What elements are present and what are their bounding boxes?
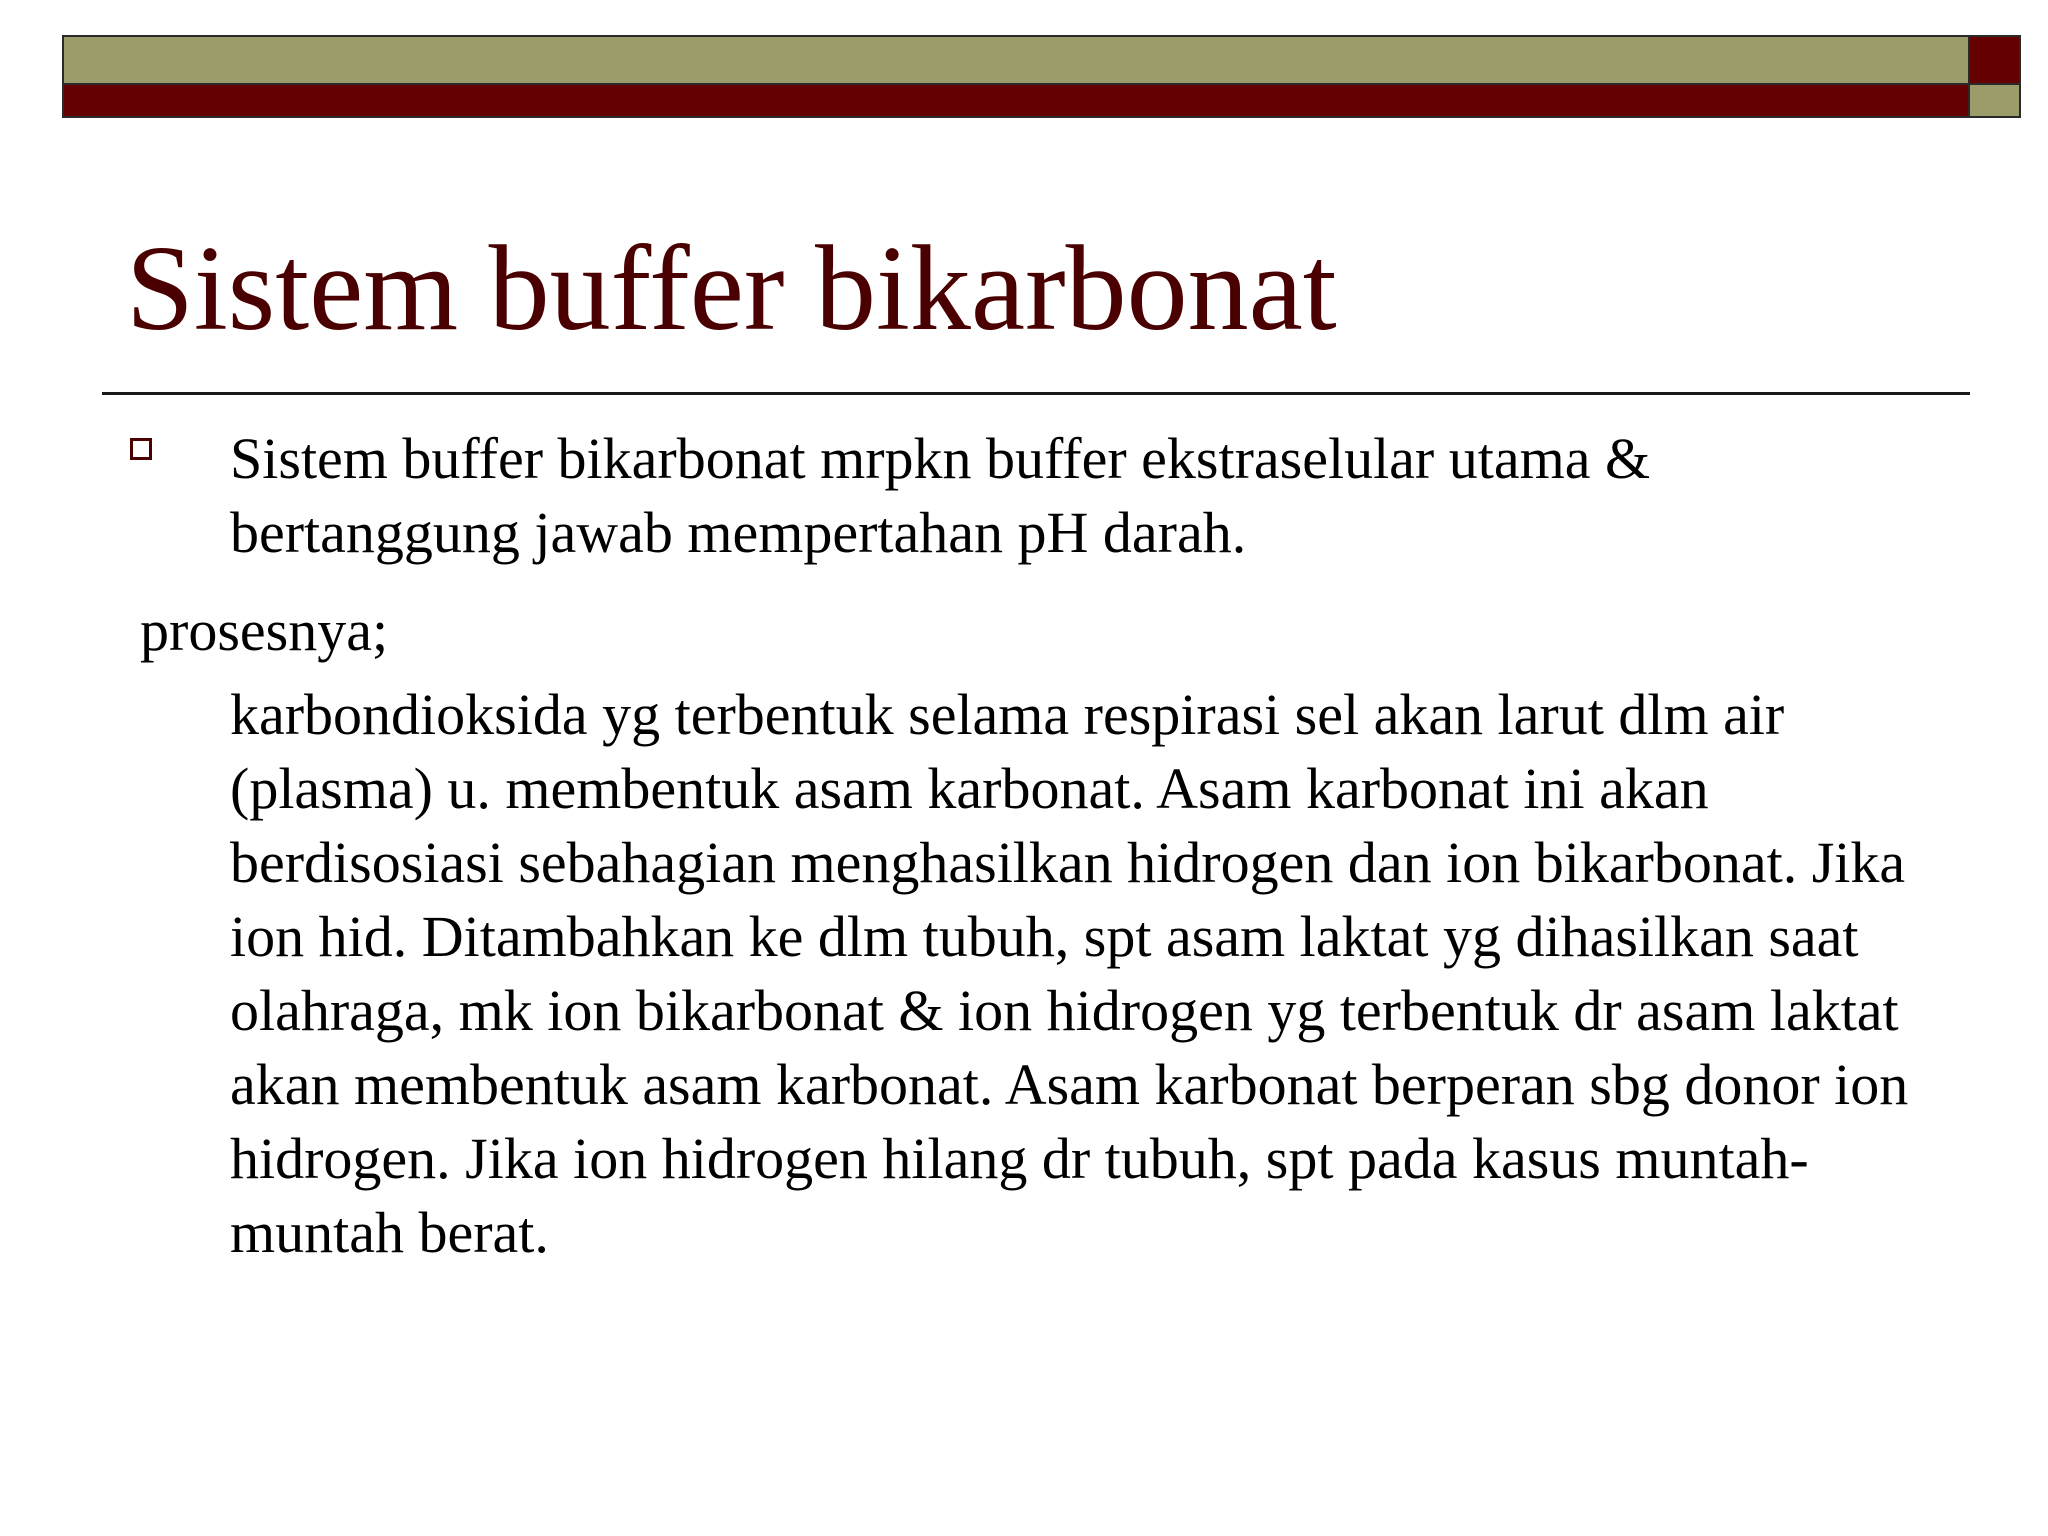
header-corner-red — [1968, 35, 2021, 85]
header-banner-olive — [62, 35, 1968, 85]
title-divider — [102, 392, 1970, 395]
header-banner-red — [62, 85, 1968, 118]
process-paragraph: karbondioksida yg terbentuk selama respirasi sel akan larut dlm air (plasma) u. membentuk asam karbonat. Asam karbonat ini akan berdisosiasi sebahagian menghasilkan hidrogen dan ion bikarbonat. Jika ion hid. Ditambahkan ke dlm tubuh, spt asam laktat yg dihasilkan saat olahraga, mk ion bikarbonat & ion hidrogen yg terbentuk dr asam laktat akan membentuk asam karbonat. Asam karbonat berperan sbg donor ion hidrogen. Jika ion hidrogen hilang dr tubuh, spt pada kasus muntah-muntah berat. — [230, 682, 1909, 1265]
slide-title: Sistem buffer bikarbonat — [126, 221, 1337, 356]
hollow-square-bullet-icon — [130, 438, 152, 460]
process-label: prosesnya; — [140, 598, 389, 663]
header-corner-olive — [1968, 85, 2021, 118]
bullet-text: Sistem buffer bikarbonat mrpkn buffer ekstraselular utama & bertanggung jawab mempertahan pH darah. — [230, 426, 1651, 565]
